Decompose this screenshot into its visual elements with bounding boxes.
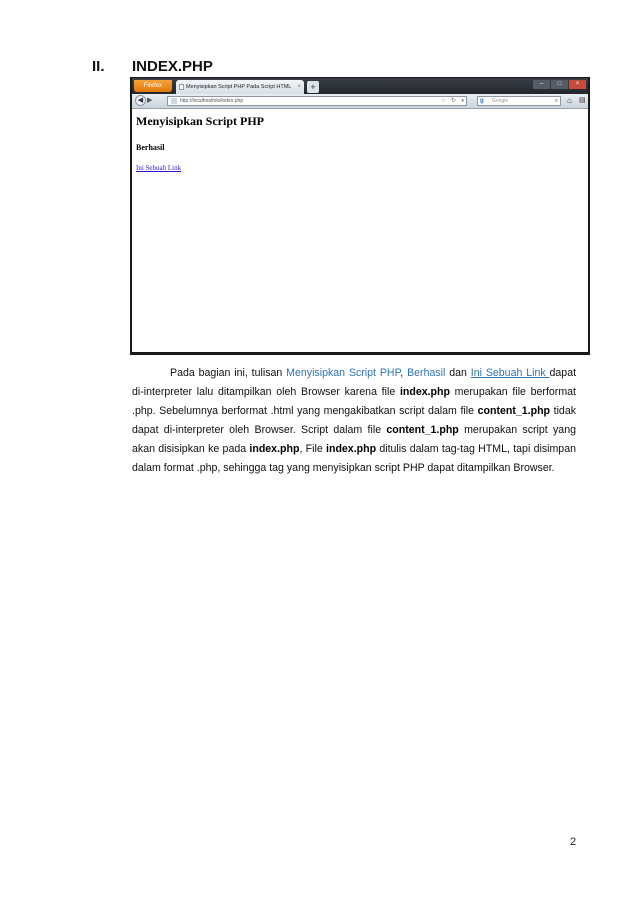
firefox-menu-button[interactable]: Firefox <box>134 80 172 92</box>
filename-bold: content_1.php <box>386 424 459 436</box>
text-run: merupakan file berformat .php. Sebelumnya berformat .html yang mengakibatkan script dalam file <box>132 386 576 417</box>
address-url: http://localhost/ols/index.php <box>180 98 244 104</box>
new-tab-button[interactable]: + <box>307 81 319 93</box>
section-number: II. <box>92 58 105 75</box>
text-run: dapat di-interpreter lalu ditampilkan oleh Browser karena file <box>132 367 577 398</box>
window-close-icon[interactable]: × <box>569 80 586 89</box>
text-run: ditulis dalam tag-tag HTML, tapi disimpan dalam format .php, sehingga tag yang menyisipkan script PHP dapat ditampilkan Browser. <box>132 443 576 474</box>
highlight-subtitle: Berhasil <box>407 367 446 379</box>
bookmark-star-icon[interactable]: ☆ <box>440 98 446 104</box>
google-icon: g <box>480 98 484 104</box>
rendered-page-title: Menyisipkan Script PHP <box>136 114 265 128</box>
filename-bold: content_1.php <box>477 405 551 417</box>
text-run: tidak dapat di-interpreter oleh Browser. Script dalam file <box>132 405 577 436</box>
tab-close-icon[interactable]: × <box>297 84 301 90</box>
filename-bold: index.php <box>326 443 377 455</box>
text-run: , <box>400 367 408 379</box>
address-bar[interactable] <box>167 96 467 106</box>
page-number: 2 <box>570 836 577 848</box>
page-favicon-icon <box>179 84 184 90</box>
search-icon[interactable]: ⌕ <box>554 98 558 104</box>
text-run: merupakan script yang akan disisipkan ke pada <box>132 424 576 455</box>
back-arrow-icon[interactable]: ◀ <box>135 95 146 106</box>
text-run: dan <box>445 367 471 379</box>
window-controls <box>532 80 586 89</box>
minimize-icon[interactable]: – <box>533 80 550 89</box>
browser-viewport <box>132 109 588 352</box>
rendered-page-subtitle: Berhasil <box>136 143 165 152</box>
search-placeholder: Google <box>492 98 509 104</box>
browser-screenshot <box>130 77 590 355</box>
rendered-page-link[interactable]: Ini Sebuah Link <box>136 164 182 172</box>
text-run: , File <box>299 443 327 455</box>
search-box[interactable] <box>477 96 561 106</box>
browser-tab[interactable] <box>176 80 304 94</box>
bookmarks-icon[interactable]: ▤ <box>579 97 586 104</box>
site-identity-icon <box>171 98 177 104</box>
home-icon[interactable]: ⌂ <box>567 96 572 105</box>
filename-bold: index.php <box>399 386 450 398</box>
section-title: INDEX.PHP <box>132 58 213 75</box>
body-paragraph <box>132 364 576 478</box>
tab-title: Menyisipkan Script PHP Pada Script HTML <box>186 84 292 90</box>
maximize-icon[interactable]: □ <box>551 80 568 89</box>
reload-icon[interactable]: ↻ <box>450 98 456 104</box>
highlight-link[interactable]: Ini Sebuah Link <box>470 367 550 379</box>
forward-arrow-icon[interactable]: ▶ <box>147 97 153 104</box>
browser-nav-bar <box>132 94 588 109</box>
browser-tab-bar <box>132 78 588 94</box>
highlight-title: Menyisipkan Script PHP <box>286 367 401 379</box>
text-run: Pada bagian ini, tulisan <box>170 367 287 379</box>
filename-bold: index.php <box>249 443 300 455</box>
url-dropdown-icon[interactable]: ▾ <box>461 98 464 104</box>
